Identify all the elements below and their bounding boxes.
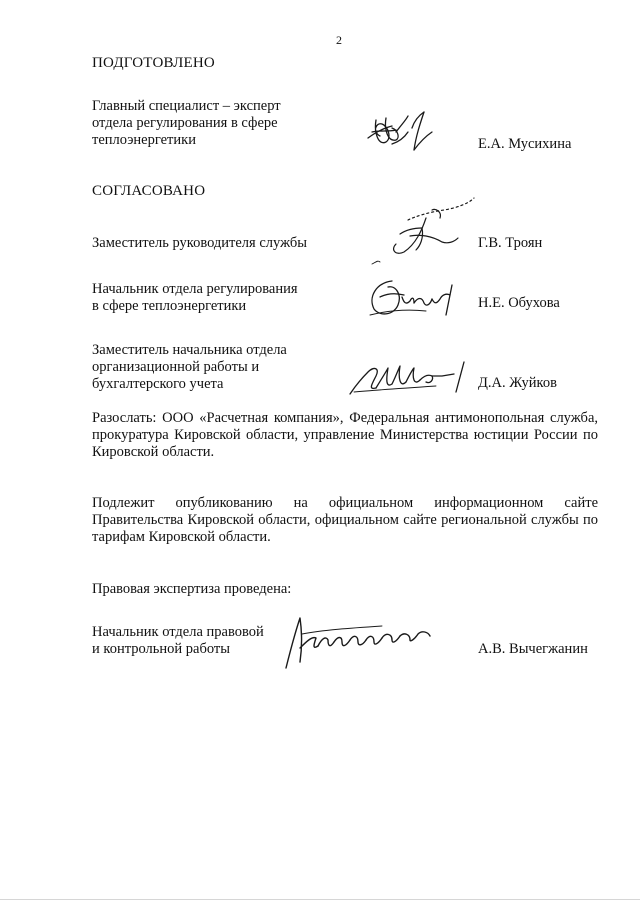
signer-obukhova-name: Н.Е. Обухова xyxy=(478,295,560,311)
signature-obukhova-icon xyxy=(366,275,462,319)
position-line: Главный специалист – эксперт xyxy=(92,98,281,114)
scan-edge-line xyxy=(0,899,640,900)
distribution-paragraph: Разослать: ООО «Расчетная компания», Федеральная антимонопольная служба, прокуратура Кировской области, управление Министерства юстиции России по Кировской области. xyxy=(92,410,598,460)
signature-zhuykov-icon xyxy=(346,358,470,398)
signature-musikhina-icon xyxy=(362,102,440,158)
position-line: Начальник отдела правовой xyxy=(92,624,264,640)
position-line: бухгалтерского учета xyxy=(92,376,224,392)
position-line: теплоэнергетики xyxy=(92,132,196,148)
legal-review-position xyxy=(92,624,292,658)
legal-review-name: А.В. Вычегжанин xyxy=(478,641,588,657)
position-line: отдела регулирования в сфере xyxy=(92,115,278,131)
position-line: в сфере теплоэнергетики xyxy=(92,298,247,314)
signature-troyan-icon xyxy=(370,190,480,270)
agreed-heading: СОГЛАСОВАНО xyxy=(92,183,206,199)
signer-troyan-position xyxy=(92,235,362,252)
prepared-position xyxy=(92,98,352,149)
signer-obukhova-position xyxy=(92,281,362,315)
page-number: 2 xyxy=(336,33,342,47)
position-line: Заместитель руководителя службы xyxy=(92,235,308,251)
signer-zhuykov-position xyxy=(92,342,362,393)
position-line: и контрольной работы xyxy=(92,641,230,657)
signature-vychegzhanin-icon xyxy=(282,612,434,672)
position-line: Заместитель начальника отдела xyxy=(92,342,287,358)
prepared-heading: ПОДГОТОВЛЕНО xyxy=(92,55,215,71)
legal-review-title: Правовая экспертиза проведена: xyxy=(92,581,292,597)
signer-zhuykov-name: Д.А. Жуйков xyxy=(478,375,557,391)
publication-paragraph: Подлежит опубликованию на официальном информационном сайте Правительства Кировской области, официальном сайте региональной службы по тарифам Кировской области. xyxy=(92,495,598,545)
prepared-name: Е.А. Мусихина xyxy=(478,136,572,152)
position-line: организационной работы и xyxy=(92,359,260,375)
position-line: Начальник отдела регулирования xyxy=(92,281,298,297)
signer-troyan-name: Г.В. Троян xyxy=(478,235,543,251)
